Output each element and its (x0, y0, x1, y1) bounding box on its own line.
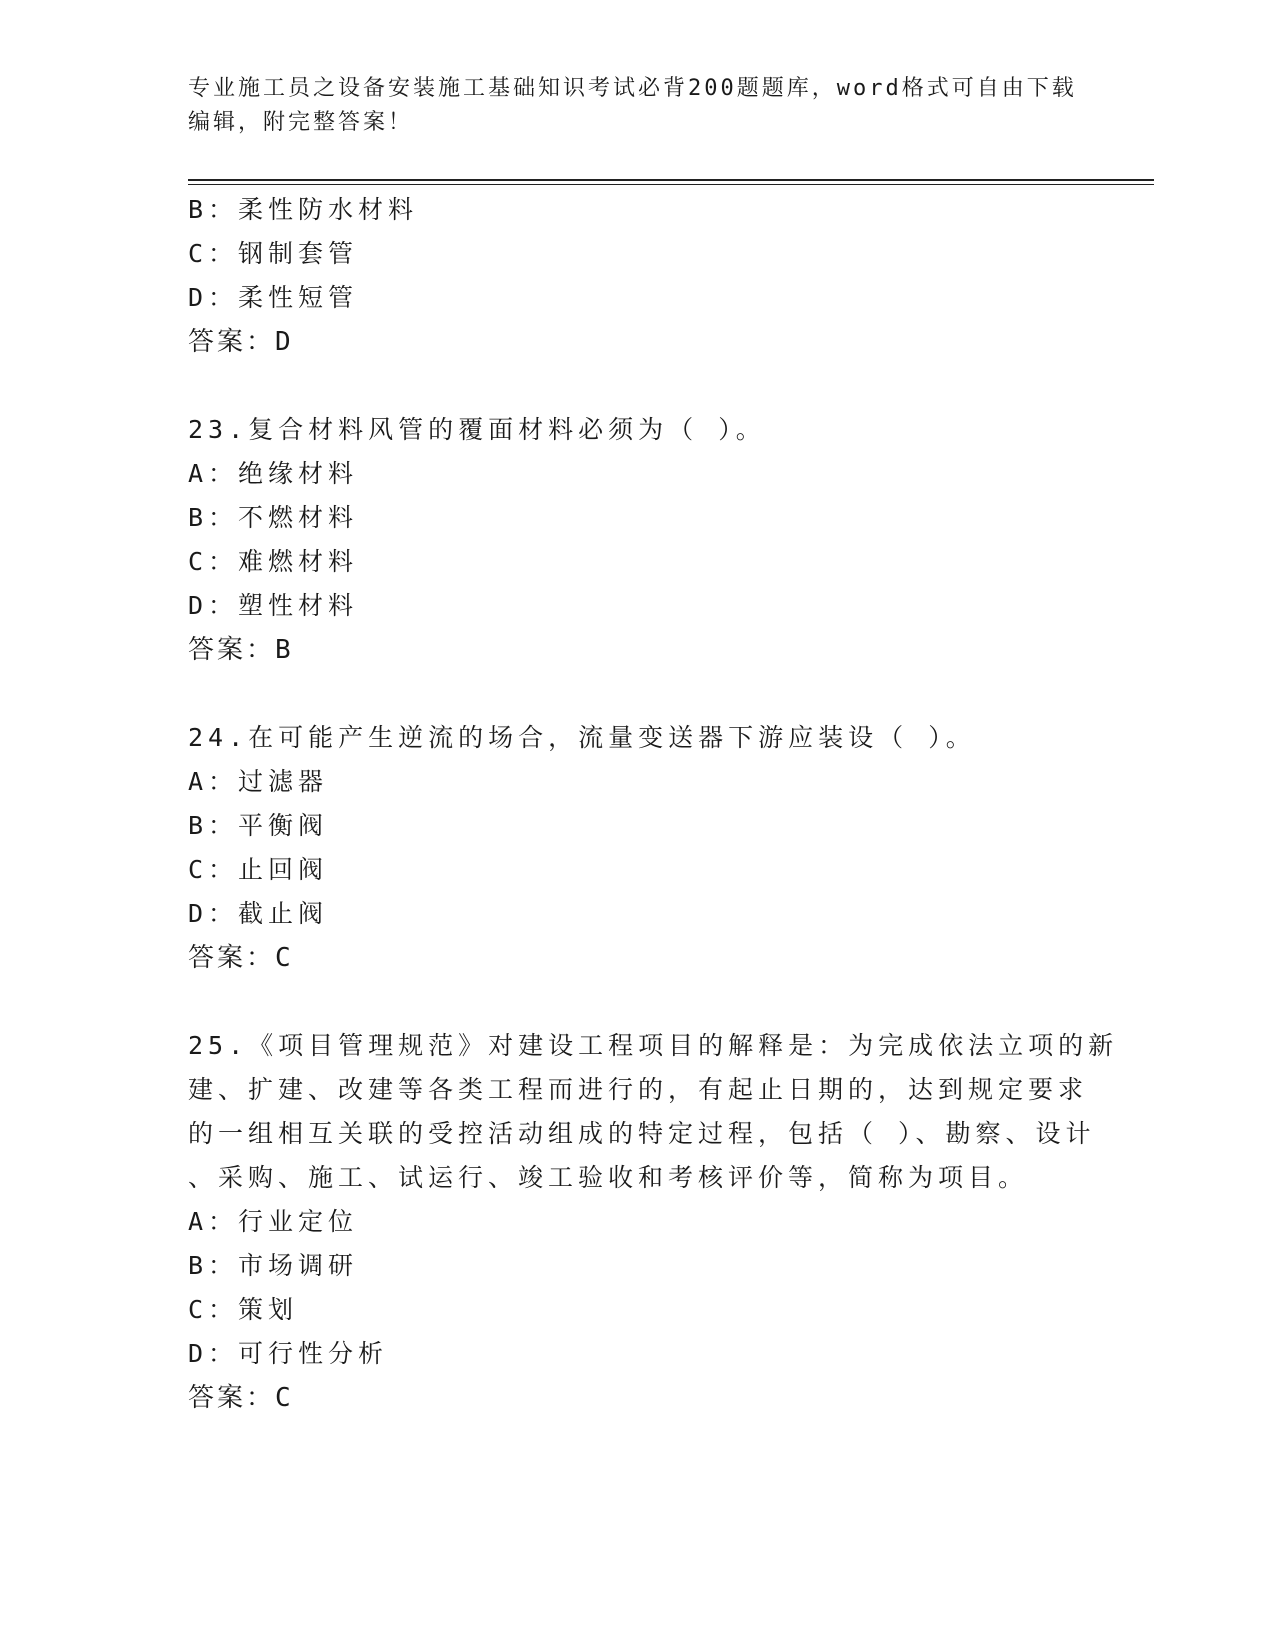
question-22-option-b: B：柔性防水材料 (188, 195, 419, 224)
question-25-text-line-1: 25.《项目管理规范》对建设工程项目的解释是：为完成依法立项的新 (188, 1031, 1119, 1060)
question-23-text: 23.复合材料风管的覆面材料必须为（ ）。 (188, 415, 766, 444)
question-23-option-a: A：绝缘材料 (188, 459, 359, 488)
header-line-2: 编辑，附完整答案！ (188, 110, 414, 135)
question-23-option-d: D：塑性材料 (188, 591, 359, 620)
question-23-option-c: C：难燃材料 (188, 547, 359, 576)
question-22-option-d: D：柔性短管 (188, 283, 359, 312)
question-25-text-line-4: 、采购、施工、试运行、竣工验收和考核评价等，简称为项目。 (188, 1163, 1029, 1192)
question-24-answer: 答案：C (188, 943, 294, 973)
question-22-option-c: C：钢制套管 (188, 239, 359, 268)
question-24-option-a: A：过滤器 (188, 767, 329, 796)
header-line-1: 专业施工员之设备安装施工基础知识考试必背200题题库，word格式可自由下载 (188, 76, 1077, 101)
question-24-option-b: B：平衡阀 (188, 811, 329, 840)
page-header (188, 72, 1088, 140)
question-25-answer: 答案：C (188, 1383, 294, 1413)
question-23-answer: 答案：B (188, 635, 294, 665)
header-divider-thick (188, 179, 1154, 181)
question-24-option-c: C：止回阀 (188, 855, 329, 884)
question-25-option-d: D：可行性分析 (188, 1339, 389, 1368)
question-25-option-c: C：策划 (188, 1295, 299, 1324)
question-24-text: 24.在可能产生逆流的场合，流量变送器下游应装设（ ）。 (188, 723, 976, 752)
header-divider-thin (188, 184, 1154, 185)
question-22-answer: 答案：D (188, 327, 294, 357)
question-25-option-b: B：市场调研 (188, 1251, 359, 1280)
question-23-option-b: B：不燃材料 (188, 503, 359, 532)
question-25-text-line-2: 建、扩建、改建等各类工程而进行的，有起止日期的，达到规定要求 (188, 1075, 1089, 1104)
question-25-option-a: A：行业定位 (188, 1207, 359, 1236)
question-24-option-d: D：截止阀 (188, 899, 329, 928)
question-25-text-line-3: 的一组相互关联的受控活动组成的特定过程，包括（ ）、勘察、设计 (188, 1119, 1096, 1148)
